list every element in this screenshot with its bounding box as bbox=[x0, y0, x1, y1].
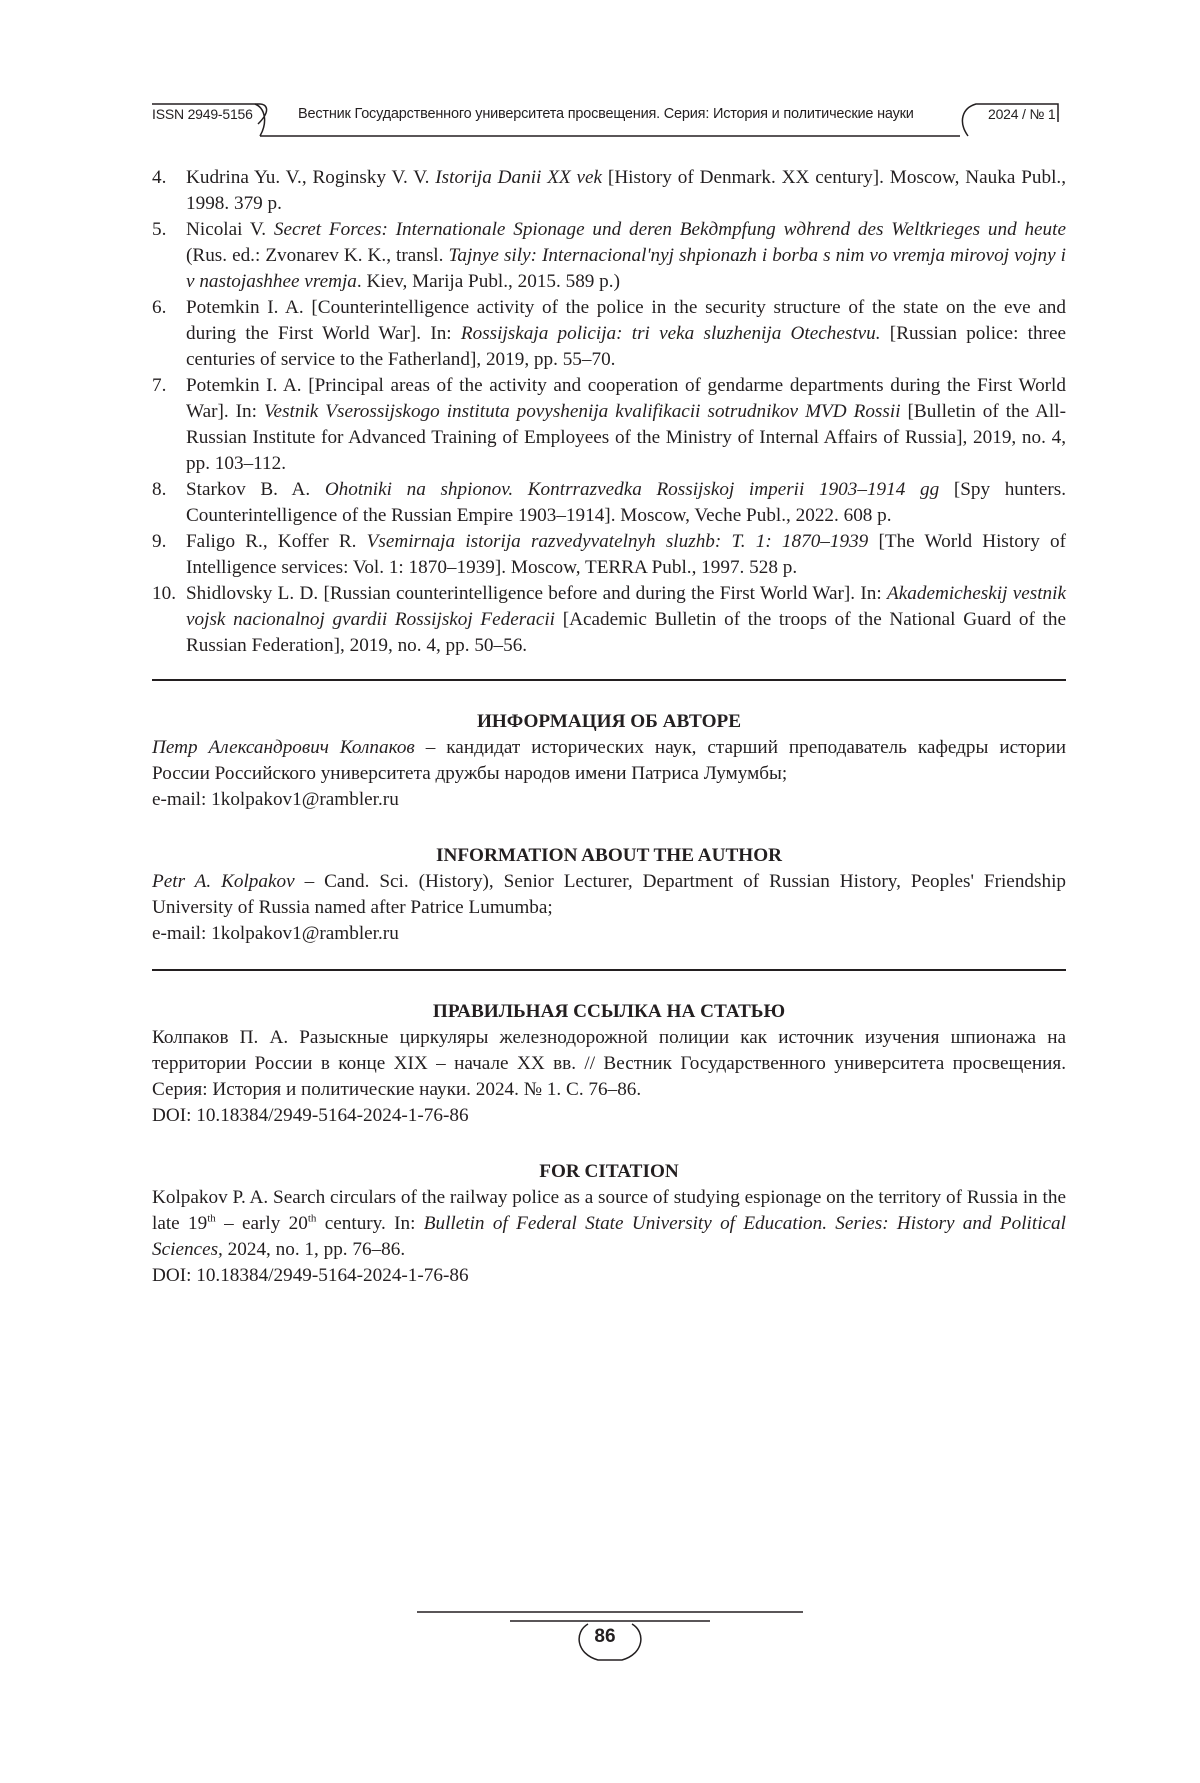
author-info-ru bbox=[152, 709, 1066, 813]
reference-text bbox=[186, 167, 1066, 214]
reference-title: Vestnik Vserossijskogo instituta povyshenija kvalifikacii sotrudnikov MVD Rossii bbox=[263, 401, 901, 422]
reference-item bbox=[152, 295, 1066, 373]
citation-ru bbox=[152, 999, 1066, 1129]
citation-doi: DOI: 10.18384/2949-5164-2024-1-76-86 bbox=[152, 1105, 469, 1126]
section-divider bbox=[152, 679, 1066, 681]
reference-number: 10. bbox=[152, 583, 176, 604]
author-bio bbox=[152, 735, 1066, 787]
reference-title: Istorija Danii XX vek bbox=[435, 167, 603, 188]
reference-part: Shidlovsky L. D. [Russian counterintelligence before and during the First World War]. In: bbox=[186, 583, 888, 604]
reference-item bbox=[152, 529, 1066, 581]
running-header bbox=[150, 92, 1060, 140]
citation-part: century. In: bbox=[316, 1213, 424, 1234]
reference-part: [The World History of Intelligence services: Vol. 1: 1870–1939]. Moscow, TERRA Publ., 1997. 528 p. bbox=[186, 531, 1066, 578]
page-body bbox=[152, 165, 1066, 1289]
reference-list bbox=[152, 165, 1066, 659]
issn: ISSN 2949-5156 bbox=[152, 106, 253, 122]
reference-text bbox=[186, 583, 1066, 656]
reference-number: 8. bbox=[152, 479, 167, 500]
reference-number: 4. bbox=[152, 167, 167, 188]
reference-part: [Spy hunters. Counterintelligence of the Russian Empire 1903–1914]. Moscow, Veche Publ., 2022. 608 p. bbox=[186, 479, 1066, 526]
citation-part: – early 20 bbox=[215, 1213, 308, 1234]
reference-part: Nicolai V. bbox=[186, 219, 274, 240]
author-email: e-mail: 1kolpakov1@rambler.ru bbox=[152, 923, 399, 944]
reference-text bbox=[186, 297, 1066, 370]
author-email: e-mail: 1kolpakov1@rambler.ru bbox=[152, 789, 399, 810]
reference-title: Akademicheskij vestnik vojsk nacionalnoj gvardii Rossijskoj Federacii bbox=[186, 583, 1067, 630]
reference-item bbox=[152, 165, 1066, 217]
author-info-en bbox=[152, 843, 1066, 947]
superscript: th bbox=[207, 1212, 216, 1225]
reference-text bbox=[186, 531, 1066, 578]
reference-number: 5. bbox=[152, 219, 167, 240]
reference-text bbox=[186, 375, 1066, 474]
author-name: Петр Александрович Колпаков bbox=[152, 737, 415, 758]
section-title: INFORMATION ABOUT THE AUTHOR bbox=[436, 845, 782, 866]
citation-doi: DOI: 10.18384/2949-5164-2024-1-76-86 bbox=[152, 1265, 469, 1286]
author-details: – кандидат исторических наук, старший преподаватель кафедры истории России Российского университета дружбы народов имени Патриса Лумумбы; bbox=[152, 737, 1066, 784]
citation-part: 2024, no. 1, pp. 76–86. bbox=[222, 1239, 406, 1260]
reference-title: Rossijskaja policija: tri veka sluzhenija Otechestvu. bbox=[460, 323, 881, 344]
reference-text bbox=[186, 479, 1066, 526]
superscript: th bbox=[307, 1212, 317, 1225]
reference-part: Potemkin I. A. [Counterintelligence activity of the police in the security structure of the state on the eve and during the First World War]. In: bbox=[186, 297, 1066, 344]
citation-journal: Bulletin of Federal State University of Education. Series: History and Political Sciences, bbox=[152, 1213, 1066, 1260]
reference-title: Ohotniki na shpionov. Kontrrazvedka Rossijskoj imperii 1903–1914 gg bbox=[324, 479, 940, 500]
reference-part: . Kiev, Marija Publ., 2015. 589 p.) bbox=[356, 271, 620, 292]
reference-part: Potemkin I. A. [Principal areas of the activity and cooperation of gendarme departments during the First World War]. In: bbox=[186, 375, 1066, 422]
citation-text: Колпаков П. А. Разыскные циркуляры железнодорожной полиции как источник изучения шпионажа на территории России в конце XIX – начале XX вв. // Вестник Государственного университета просвещения. Серия: История и политические науки. 2024. № 1. С. 76–86. bbox=[152, 1027, 1066, 1100]
reference-item bbox=[152, 217, 1066, 295]
reference-part: Faligo R., Koffer R. bbox=[186, 531, 367, 552]
reference-item bbox=[152, 477, 1066, 529]
citation-text bbox=[152, 1185, 1066, 1263]
reference-title: Tajnye sily: Internacional'nyj shpionazh i borba s nim vo vremja mirovoj vojny i v nastojashhee vremja bbox=[186, 245, 1066, 292]
citation-part: Kolpakov P. A. Search circulars of the railway police as a source of studying espionage on the territory of Russia in the late 19 bbox=[152, 1187, 1066, 1234]
reference-number: 6. bbox=[152, 297, 167, 318]
page-footer bbox=[0, 1606, 1200, 1666]
reference-text bbox=[186, 219, 1066, 292]
section-divider bbox=[152, 969, 1066, 971]
citation-en bbox=[152, 1159, 1066, 1289]
reference-part: Starkov B. A. bbox=[186, 479, 325, 500]
reference-part: [Bulletin of the All-Russian Institute for Advanced Training of Employees of the Ministry of Internal Affairs of Russia], 2019, no. 4, pp. 103–112. bbox=[186, 401, 1066, 474]
reference-part: Kudrina Yu. V., Roginsky V. V. bbox=[186, 167, 436, 188]
reference-title: Vsemirnaja istorija razvedyvatelnyh sluzhb: T. 1: 1870–1939 bbox=[366, 531, 869, 552]
reference-part: [History of Denmark. XX century]. Moscow, Nauka Publ., 1998. 379 p. bbox=[186, 167, 1067, 214]
section-title: FOR CITATION bbox=[539, 1161, 679, 1182]
reference-part: [Academic Bulletin of the troops of the National Guard of the Russian Federation], 2019, no. 4, pp. 50–56. bbox=[186, 609, 1066, 656]
reference-item bbox=[152, 581, 1066, 659]
reference-part: (Rus. ed.: Zvonarev K. K., transl. bbox=[186, 245, 449, 266]
reference-part: [Russian police: three centuries of service to the Fatherland], 2019, pp. 55–70. bbox=[186, 323, 1066, 370]
reference-title: Secret Forces: Internationale Spionage und deren Bekдmpfung wдhrend des Weltkrieges und heute bbox=[273, 219, 1066, 240]
section-title: ПРАВИЛЬНАЯ ССЫЛКА НА СТАТЬЮ bbox=[432, 1001, 786, 1022]
reference-number: 9. bbox=[152, 531, 167, 552]
author-bio bbox=[152, 869, 1066, 921]
reference-number: 7. bbox=[152, 375, 167, 396]
author-name: Petr A. Kolpakov bbox=[152, 871, 295, 892]
issue-number: 2024 / № 1 bbox=[988, 106, 1056, 122]
section-title: ИНФОРМАЦИЯ ОБ АВТОРЕ bbox=[476, 711, 742, 732]
author-details: – Cand. Sci. (History), Senior Lecturer, Department of Russian History, Peoples' Friendship University of Russia named after Patrice Lumumba; bbox=[152, 871, 1066, 918]
journal-title: Вестник Государственного университета просвещения. Серия: История и политические науки bbox=[298, 106, 914, 122]
reference-item bbox=[152, 373, 1066, 477]
page-number: 86 bbox=[594, 1626, 616, 1647]
